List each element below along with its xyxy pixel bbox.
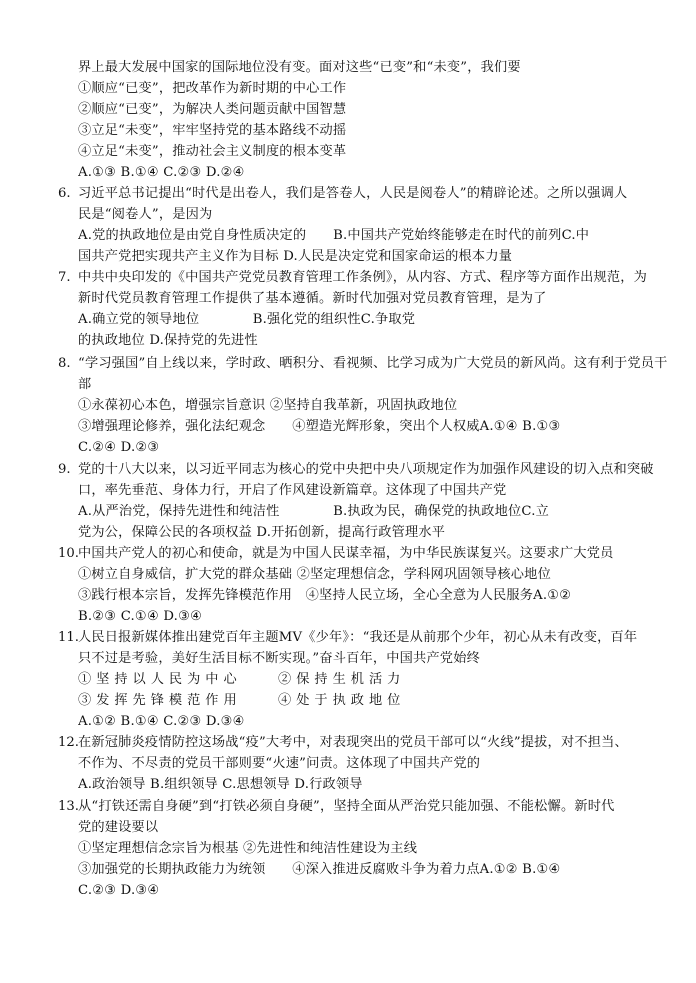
question-number: 7. bbox=[58, 270, 71, 285]
question-text: 部 bbox=[78, 377, 92, 392]
answer-choices: A.①③ B.①④ C.②③ D.②④ bbox=[78, 165, 245, 180]
option-line: ③加强党的长期执政能力为统领 ④深入推进反腐败斗争为着力点A.①② B.①④ bbox=[78, 862, 561, 877]
option-line: ③践行根本宗旨，发挥先锋模范作用 ④坚持人民立场，全心全意为人民服务A.①② bbox=[78, 588, 572, 603]
question-text: 党的十八大以来，以习近平同志为核心的党中央把中央八项规定作为加强作风建设的切入点和突破 bbox=[78, 462, 654, 477]
question-number: 13. bbox=[58, 799, 79, 814]
option-line: ①顺应“已变”，把改革作为新时期的中心工作 bbox=[78, 81, 347, 96]
option-line: ①坚持以人民为中心 ②保持生机活力 bbox=[78, 672, 406, 687]
question-text: 口，率先垂范、身体力行，开启了作风建设新篇章。这体现了中国共产党 bbox=[78, 483, 507, 498]
option-line: ①坚定理想信念宗旨为根基 ②先进性和纯洁性建设为主线 bbox=[78, 841, 418, 856]
answer-choices: B.②③ C.①④ D.③④ bbox=[78, 609, 203, 624]
question-text: “学习强国”自上线以来，学时政、晒积分、看视频、比学习成为广大党员的新风尚。这有利于党员干 bbox=[78, 356, 668, 371]
option-line: ①树立自身威信，扩大党的群众基础 ②坚定理想信念，学科网巩固领导核心地位 bbox=[78, 567, 551, 582]
option-line: ①永葆初心本色，增强宗旨意识 ②坚持自我革新，巩固执政地位 bbox=[78, 398, 458, 413]
option-line: ③发挥先锋模范作用 ④处于执政地位 bbox=[78, 693, 406, 708]
question-text: 在新冠肺炎疫情防控这场战“疫”大考中，对表现突出的党员干部可以“火线”提拔，对不担当、 bbox=[78, 735, 628, 750]
question-number: 8. bbox=[58, 356, 71, 371]
question-number: 10. bbox=[58, 546, 79, 561]
answer-choices: C.②④ D.②③ bbox=[78, 440, 160, 455]
answer-choices: A.确立党的领导地位 B.强化党的组织性C.争取党 bbox=[78, 312, 416, 327]
answer-choices: A.党的执政地位是由党自身性质决定的 B.中国共产党始终能够走在时代的前列C.中 bbox=[78, 228, 590, 243]
answer-choices: 国共产党把实现共产主义作为目标 D.人民是决定党和国家命运的根本力量 bbox=[78, 249, 513, 264]
question-number: 6. bbox=[58, 186, 71, 201]
question-text: 党的建设要以 bbox=[78, 820, 159, 835]
answer-choices: C.②③ D.③④ bbox=[78, 883, 160, 898]
question-text: 新时代党员教育管理工作提供了基本遵循。新时代加强对党员教育管理，是为了 bbox=[78, 291, 547, 306]
answer-choices: A.政治领导 B.组织领导 C.思想领导 D.行政领导 bbox=[78, 777, 363, 792]
question-text: 中国共产党人的初心和使命，就是为中国人民谋幸福，为中华民族谋复兴。这要求广大党员 bbox=[78, 546, 614, 561]
question-text: 界上最大发展中国家的国际地位没有变。面对这些“已变”和“未变”，我们要 bbox=[78, 60, 521, 75]
question-number: 12. bbox=[58, 735, 79, 750]
option-line: ③立足“未变”，牢牢坚持党的基本路线不动摇 bbox=[78, 123, 347, 138]
question-number: 11. bbox=[58, 630, 79, 645]
answer-choices: A.①② B.①④ C.②③ D.③④ bbox=[78, 714, 245, 729]
answer-choices: 党为公，保障公民的各项权益 D.开拓创新，提高行政管理水平 bbox=[78, 525, 446, 540]
question-text: 人民日报新媒体推出建党百年主题MV《少年》：“我还是从前那个少年，初心从未有改变，百年 bbox=[78, 630, 638, 645]
option-line: ②顺应“已变”，为解决人类问题贡献中国智慧 bbox=[78, 102, 347, 117]
question-text: 中共中央印发的《中国共产党党员教育管理工作条例》，从内容、方式、程序等方面作出规范，为 bbox=[78, 270, 648, 285]
question-text: 习近平总书记提出“时代是出卷人，我们是答卷人，人民是阅卷人”的精辟论述。之所以强调人 bbox=[78, 186, 628, 201]
question-text: 民是“阅卷人”，是因为 bbox=[78, 207, 213, 222]
option-line: ④立足“未变”，推动社会主义制度的根本变革 bbox=[78, 144, 347, 159]
answer-choices: A.从严治党，保持先进性和纯洁性 B.执政为民，确保党的执政地位C.立 bbox=[78, 504, 550, 519]
question-text: 不作为、不尽责的党员干部则要“火速”问责。这体现了中国共产党的 bbox=[78, 756, 481, 771]
question-number: 9. bbox=[58, 462, 71, 477]
question-text: 只不过是考验，美好生活目标不断实现。”奋斗百年，中国共产党始终 bbox=[78, 651, 480, 666]
question-text: 从“打铁还需自身硬”到“打铁必须自身硬”，坚持全面从严治党只能加强、不能松懈。新时代 bbox=[78, 799, 615, 814]
option-line: ③增强理论修养，强化法纪观念 ④塑造光辉形象，突出个人权威A.①④ B.①③ bbox=[78, 419, 561, 434]
answer-choices: 的执政地位 D.保持党的先进性 bbox=[78, 333, 258, 348]
